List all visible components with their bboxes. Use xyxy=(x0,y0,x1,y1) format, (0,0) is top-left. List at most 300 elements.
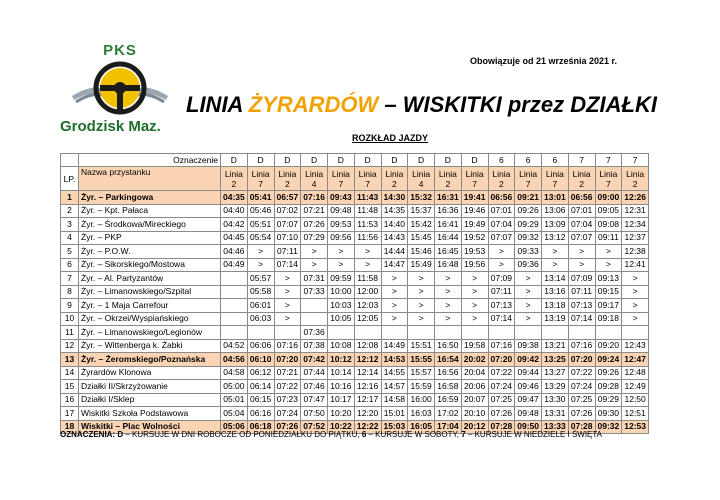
departure-time: 09:48 xyxy=(328,204,355,218)
departure-time: 09:24 xyxy=(595,353,622,367)
departure-time: 06:56 xyxy=(488,191,515,205)
departure-time: > xyxy=(247,245,274,259)
row-lp: 14 xyxy=(61,366,79,380)
departure-time: 19:46 xyxy=(461,204,488,218)
departure-time: 06:03 xyxy=(247,312,274,326)
departure-time: 07:26 xyxy=(488,407,515,421)
departure-time: 09:26 xyxy=(515,204,542,218)
departure-time: > xyxy=(381,272,408,286)
departure-time: 07:04 xyxy=(568,218,595,232)
table-row xyxy=(61,312,649,326)
departure-time: > xyxy=(542,258,569,272)
legend xyxy=(60,430,602,439)
departure-time: 04:40 xyxy=(221,204,248,218)
departure-time: 09:32 xyxy=(595,420,622,434)
departure-time: 12:22 xyxy=(354,420,381,434)
departure-time: 16:48 xyxy=(435,258,462,272)
departure-time: > xyxy=(301,245,328,259)
departure-time: 07:42 xyxy=(301,353,328,367)
departure-time: 09:26 xyxy=(595,366,622,380)
departure-time: > xyxy=(381,312,408,326)
table-row xyxy=(61,366,649,380)
departure-time: 13:06 xyxy=(542,204,569,218)
service-code: 6 xyxy=(515,154,542,167)
departure-time: 09:15 xyxy=(595,285,622,299)
departure-time: 05:46 xyxy=(247,204,274,218)
stop-name: Żyr. – 1 Maja Carrefour xyxy=(79,299,221,313)
departure-time: > xyxy=(515,299,542,313)
departure-time: > xyxy=(595,245,622,259)
departure-time: > xyxy=(622,272,649,286)
departure-time: 09:46 xyxy=(515,380,542,394)
header-codes-row xyxy=(61,154,649,167)
departure-time: 10:00 xyxy=(328,285,355,299)
departure-time: 15:49 xyxy=(408,258,435,272)
departure-time: 11:43 xyxy=(354,191,381,205)
departure-time: > xyxy=(408,312,435,326)
departure-time: 13:31 xyxy=(542,407,569,421)
departure-time: 07:20 xyxy=(274,353,301,367)
departure-time: 12:03 xyxy=(354,299,381,313)
departure-time: 19:58 xyxy=(461,339,488,353)
stop-name: Żyr. – Limanowskiego/Szpital xyxy=(79,285,221,299)
service-code: D xyxy=(247,154,274,167)
stop-name: Żyr. – PKP xyxy=(79,231,221,245)
departure-time: 06:12 xyxy=(247,366,274,380)
departure-time: 20:07 xyxy=(461,393,488,407)
stop-name: Żyr. – Al. Partyzantów xyxy=(79,272,221,286)
departure-time: > xyxy=(408,285,435,299)
departure-time xyxy=(461,326,488,340)
departure-time: 09:17 xyxy=(595,299,622,313)
departure-time: > xyxy=(622,312,649,326)
departure-time: 10:14 xyxy=(328,366,355,380)
table-row xyxy=(61,353,649,367)
departure-time: > xyxy=(461,299,488,313)
departure-time xyxy=(435,326,462,340)
departure-time: 04:52 xyxy=(221,339,248,353)
service-code: D xyxy=(408,154,435,167)
row-lp: 9 xyxy=(61,299,79,313)
departure-time: 07:16 xyxy=(274,339,301,353)
departure-time: 07:01 xyxy=(568,204,595,218)
departure-time: 05:58 xyxy=(247,285,274,299)
departure-time: 13:19 xyxy=(542,312,569,326)
row-lp: 5 xyxy=(61,245,79,259)
departure-time: 07:11 xyxy=(568,285,595,299)
departure-time: > xyxy=(622,299,649,313)
departure-time xyxy=(328,326,355,340)
departure-time: 09:11 xyxy=(595,231,622,245)
legend-label: OZNACZENIA: xyxy=(60,430,118,439)
departure-time: > xyxy=(515,272,542,286)
departure-time: 09:38 xyxy=(515,339,542,353)
departure-time: > xyxy=(274,272,301,286)
line-number: Linia 7 xyxy=(354,167,381,191)
departure-time: 04:42 xyxy=(221,218,248,232)
departure-time: 06:10 xyxy=(247,353,274,367)
departure-time: 16:36 xyxy=(435,204,462,218)
departure-time: 15:37 xyxy=(408,204,435,218)
departure-time xyxy=(247,326,274,340)
line-number: Linia 7 xyxy=(595,167,622,191)
departure-time: 10:05 xyxy=(328,312,355,326)
row-lp: 8 xyxy=(61,285,79,299)
departure-time: 07:09 xyxy=(488,272,515,286)
legend-7-code: 7 xyxy=(461,430,466,439)
departure-time: 10:22 xyxy=(328,420,355,434)
departure-time: > xyxy=(568,245,595,259)
departure-time: 07:31 xyxy=(301,272,328,286)
table-row xyxy=(61,299,649,313)
departure-time: 10:08 xyxy=(328,339,355,353)
header-lines-row xyxy=(61,167,649,191)
departure-time: 12:31 xyxy=(622,204,649,218)
departure-time: 12:14 xyxy=(354,366,381,380)
timetable xyxy=(60,153,649,434)
departure-time xyxy=(488,326,515,340)
line-number: Linia 7 xyxy=(515,167,542,191)
departure-time: 07:44 xyxy=(301,366,328,380)
service-code: D xyxy=(301,154,328,167)
table-row xyxy=(61,339,649,353)
departure-time: 16:31 xyxy=(435,191,462,205)
departure-time: > xyxy=(568,258,595,272)
departure-time: 09:48 xyxy=(515,407,542,421)
departure-time: 05:54 xyxy=(247,231,274,245)
line-number: Linia 4 xyxy=(408,167,435,191)
departure-time xyxy=(354,326,381,340)
departure-time: > xyxy=(622,285,649,299)
departure-time: 07:07 xyxy=(568,231,595,245)
departure-time: 09:28 xyxy=(595,380,622,394)
departure-time: 09:29 xyxy=(595,393,622,407)
page-title xyxy=(186,92,657,118)
line-number: Linia 2 xyxy=(622,167,649,191)
departure-time: > xyxy=(274,299,301,313)
stop-name: Żyr. – P.O.W. xyxy=(79,245,221,259)
departure-time: 15:55 xyxy=(408,353,435,367)
table-row xyxy=(61,285,649,299)
row-lp: 4 xyxy=(61,231,79,245)
departure-time: > xyxy=(328,245,355,259)
departure-time: 14:40 xyxy=(381,218,408,232)
departure-time: 12:00 xyxy=(354,285,381,299)
departure-time: 15:57 xyxy=(408,366,435,380)
table-row xyxy=(61,204,649,218)
table-row xyxy=(61,218,649,232)
line-number: Linia 7 xyxy=(247,167,274,191)
departure-time xyxy=(568,326,595,340)
departure-time: 07:13 xyxy=(568,299,595,313)
departure-time: 11:56 xyxy=(354,231,381,245)
table-row xyxy=(61,231,649,245)
departure-time: > xyxy=(274,312,301,326)
departure-time: 07:24 xyxy=(274,407,301,421)
departure-time: > xyxy=(515,312,542,326)
departure-time: 07:22 xyxy=(568,366,595,380)
departure-time: 07:29 xyxy=(301,231,328,245)
departure-time: 14:44 xyxy=(381,245,408,259)
departure-time: 07:13 xyxy=(488,299,515,313)
departure-time: > xyxy=(274,285,301,299)
departure-time: 07:20 xyxy=(488,353,515,367)
departure-time: 04:49 xyxy=(221,258,248,272)
departure-time: 15:46 xyxy=(408,245,435,259)
valid-from-date: Obowiązuje od 21 września 2021 r. xyxy=(470,56,618,66)
departure-time: 07:26 xyxy=(301,218,328,232)
table-row xyxy=(61,326,649,340)
line-number: Linia 2 xyxy=(568,167,595,191)
departure-time: 15:51 xyxy=(408,339,435,353)
departure-time: 09:56 xyxy=(328,231,355,245)
stop-name: Żyr. – Kpt. Pałaca xyxy=(79,204,221,218)
departure-time: 09:30 xyxy=(595,407,622,421)
departure-time: 05:51 xyxy=(247,218,274,232)
departure-time: 05:00 xyxy=(221,380,248,394)
departure-time xyxy=(408,326,435,340)
departure-time: 12:17 xyxy=(354,393,381,407)
departure-time: > xyxy=(595,258,622,272)
departure-time: 12:05 xyxy=(354,312,381,326)
departure-time: 13:27 xyxy=(542,366,569,380)
departure-time: 06:06 xyxy=(247,339,274,353)
departure-time: 17:02 xyxy=(435,407,462,421)
departure-time: 09:32 xyxy=(515,231,542,245)
service-code: D xyxy=(221,154,248,167)
departure-time: 09:29 xyxy=(515,218,542,232)
departure-time: 07:14 xyxy=(568,312,595,326)
departure-time: 13:29 xyxy=(542,380,569,394)
departure-time: 14:49 xyxy=(381,339,408,353)
departure-time: 16:54 xyxy=(435,353,462,367)
departure-time: 07:52 xyxy=(301,420,328,434)
departure-time: 19:52 xyxy=(461,231,488,245)
row-lp: 6 xyxy=(61,258,79,272)
lp-header: LP. xyxy=(61,167,79,191)
row-lp: 12 xyxy=(61,339,79,353)
departure-time: 09:36 xyxy=(515,258,542,272)
departure-time xyxy=(221,312,248,326)
departure-time: 20:10 xyxy=(461,407,488,421)
departure-time: 09:50 xyxy=(515,420,542,434)
row-lp: 3 xyxy=(61,218,79,232)
departure-time: 16:58 xyxy=(435,380,462,394)
line-number: Linia 7 xyxy=(328,167,355,191)
line-number: Linia 2 xyxy=(435,167,462,191)
departure-time: > xyxy=(435,299,462,313)
line-number: Linia 2 xyxy=(488,167,515,191)
departure-time: 15:45 xyxy=(408,231,435,245)
departure-time: 07:16 xyxy=(488,339,515,353)
departure-time: > xyxy=(354,245,381,259)
departure-time: 09:59 xyxy=(328,272,355,286)
departure-time: 09:47 xyxy=(515,393,542,407)
departure-time: 10:16 xyxy=(328,380,355,394)
line-number: Linia 2 xyxy=(221,167,248,191)
departure-time: 12:51 xyxy=(622,407,649,421)
departure-time: 12:12 xyxy=(354,353,381,367)
departure-time xyxy=(301,299,328,313)
departure-time: 07:20 xyxy=(568,353,595,367)
service-code: 6 xyxy=(542,154,569,167)
departure-time: 04:56 xyxy=(221,353,248,367)
departure-time: 12:53 xyxy=(622,420,649,434)
departure-time: > xyxy=(435,312,462,326)
departure-time: 20:06 xyxy=(461,380,488,394)
departure-time: > xyxy=(408,299,435,313)
departure-time: 07:02 xyxy=(274,204,301,218)
table-row xyxy=(61,380,649,394)
legend-d-text: – KURSUJE W DNI ROBOCZE OD PONIEDZIAŁKU DO PIĄTKU, xyxy=(123,430,362,439)
departure-time: 07:26 xyxy=(568,407,595,421)
departure-time: 13:01 xyxy=(542,191,569,205)
departure-time: 14:47 xyxy=(381,258,408,272)
departure-time: > xyxy=(461,312,488,326)
departure-time: 07:07 xyxy=(488,231,515,245)
departure-time: 10:17 xyxy=(328,393,355,407)
departure-time: 16:45 xyxy=(435,245,462,259)
departure-time: 06:16 xyxy=(247,407,274,421)
departure-time: 09:42 xyxy=(515,353,542,367)
departure-time: 16:05 xyxy=(408,420,435,434)
departure-time: 16:00 xyxy=(408,393,435,407)
departure-time: 05:01 xyxy=(221,393,248,407)
table-row xyxy=(61,245,649,259)
row-lp: 1 xyxy=(61,191,79,205)
stop-name: Żyr. – Sikorskiego/Mostowa xyxy=(79,258,221,272)
departure-time: 09:05 xyxy=(595,204,622,218)
departure-time: 07:25 xyxy=(488,393,515,407)
logo-bottom-text: Grodzisk Maz. xyxy=(60,118,161,135)
departure-time: > xyxy=(461,285,488,299)
departure-time: 07:11 xyxy=(274,245,301,259)
departure-time: 07:16 xyxy=(568,339,595,353)
stop-name: Działki I/Sklep xyxy=(79,393,221,407)
departure-time: 07:22 xyxy=(488,366,515,380)
service-code: D xyxy=(328,154,355,167)
departure-time: 05:57 xyxy=(247,272,274,286)
row-lp: 11 xyxy=(61,326,79,340)
departure-time: 19:49 xyxy=(461,218,488,232)
table-row xyxy=(61,393,649,407)
title-prefix: LINIA xyxy=(186,92,249,117)
departure-time: 15:01 xyxy=(381,407,408,421)
departure-time: 09:18 xyxy=(595,312,622,326)
header-label: Oznaczenie xyxy=(79,154,221,167)
service-code: 7 xyxy=(595,154,622,167)
departure-time: 05:04 xyxy=(221,407,248,421)
departure-time: 12:41 xyxy=(622,258,649,272)
departure-time: 09:20 xyxy=(595,339,622,353)
departure-time: > xyxy=(435,272,462,286)
departure-time: 15:32 xyxy=(408,191,435,205)
departure-time: 07:04 xyxy=(488,218,515,232)
departure-time: 13:09 xyxy=(542,218,569,232)
departure-time: 07:09 xyxy=(568,272,595,286)
departure-time: 16:41 xyxy=(435,218,462,232)
stop-name: Żyr. – Wittenberga k. Żabki xyxy=(79,339,221,353)
departure-time: 13:16 xyxy=(542,285,569,299)
service-code: D xyxy=(435,154,462,167)
departure-time: > xyxy=(488,258,515,272)
legend-6-text: – KURSUJE W SOBOTY, xyxy=(366,430,462,439)
stop-name: Działki II/Skrzyżowanie xyxy=(79,380,221,394)
table-row xyxy=(61,407,649,421)
company-logo xyxy=(60,38,180,138)
departure-time: 07:28 xyxy=(568,420,595,434)
departure-time: 09:44 xyxy=(515,366,542,380)
stop-name: Żyr. – Parkingowa xyxy=(79,191,221,205)
legend-6-code: 6 xyxy=(361,430,367,439)
stop-name: Żyr. – Limanowskiego/Legionów xyxy=(79,326,221,340)
departure-time: 07:14 xyxy=(274,258,301,272)
stop-name: Wiskitki Szkoła Podstawowa xyxy=(79,407,221,421)
departure-time: 10:12 xyxy=(328,353,355,367)
departure-time: 16:44 xyxy=(435,231,462,245)
timetable-subtitle: ROZKŁAD JAZDY xyxy=(352,133,428,143)
departure-time: 14:58 xyxy=(381,393,408,407)
departure-time: 16:03 xyxy=(408,407,435,421)
departure-time xyxy=(595,326,622,340)
departure-time: 20:04 xyxy=(461,366,488,380)
stop-name: Żyrardów Klonowa xyxy=(79,366,221,380)
row-lp: 13 xyxy=(61,353,79,367)
row-lp: 18 xyxy=(61,420,79,434)
departure-time: 12:20 xyxy=(354,407,381,421)
departure-time: 14:53 xyxy=(381,353,408,367)
departure-time: 13:14 xyxy=(542,272,569,286)
departure-time: > xyxy=(515,285,542,299)
departure-time: 07:16 xyxy=(301,191,328,205)
departure-time: 12:49 xyxy=(622,380,649,394)
departure-time: 07:23 xyxy=(274,393,301,407)
service-code: D xyxy=(354,154,381,167)
departure-time: > xyxy=(408,272,435,286)
steering-wheel-logo-icon xyxy=(68,58,172,118)
departure-time: > xyxy=(247,258,274,272)
departure-time: > xyxy=(354,258,381,272)
departure-time: 13:21 xyxy=(542,339,569,353)
stop-name: Żyr. – Środkowa/Mireckiego xyxy=(79,218,221,232)
departure-time: > xyxy=(381,299,408,313)
departure-time: 12:34 xyxy=(622,218,649,232)
departure-time: 09:21 xyxy=(515,191,542,205)
departure-time: 14:30 xyxy=(381,191,408,205)
departure-time: 14:55 xyxy=(381,366,408,380)
departure-time: 10:20 xyxy=(328,407,355,421)
departure-time: 12:47 xyxy=(622,353,649,367)
departure-time: 13:18 xyxy=(542,299,569,313)
departure-time: 07:24 xyxy=(568,380,595,394)
departure-time: 09:33 xyxy=(515,245,542,259)
title-suffix: – WISKITKI przez DZIAŁKI xyxy=(378,92,657,117)
departure-time: 15:03 xyxy=(381,420,408,434)
departure-time: 16:50 xyxy=(435,339,462,353)
departure-time: 06:01 xyxy=(247,299,274,313)
stop-name-header: Nazwa przystanku xyxy=(79,167,221,191)
stop-name: Żyr. – Okrzei/Wyspiańskiego xyxy=(79,312,221,326)
departure-time: 07:26 xyxy=(274,420,301,434)
departure-time: 19:53 xyxy=(461,245,488,259)
departure-time: 06:57 xyxy=(274,191,301,205)
departure-time xyxy=(221,272,248,286)
departure-time: 07:28 xyxy=(488,420,515,434)
stop-name: Wiskitki – Plac Wolności xyxy=(79,420,221,434)
departure-time: 19:41 xyxy=(461,191,488,205)
departure-time: 16:59 xyxy=(435,393,462,407)
header-empty-cell xyxy=(61,154,79,167)
